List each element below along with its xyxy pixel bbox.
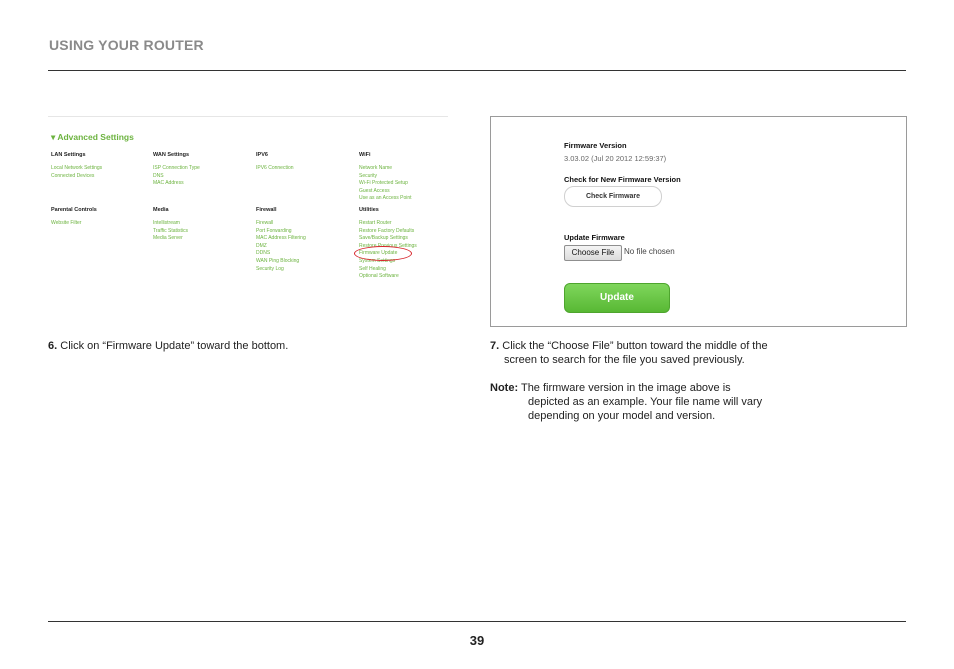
step-7-caption (490, 339, 850, 367)
page-number: 39 (469, 633, 485, 648)
note-label: Note: (490, 382, 519, 394)
column-wan-settings (153, 152, 253, 188)
screenshot-top-border (48, 116, 448, 117)
link-network-name[interactable]: Network Name (359, 165, 393, 171)
link-port-forwarding[interactable]: Port Forwarding (256, 227, 292, 234)
note-block (490, 381, 850, 423)
update-firmware-label: Update Firmware (564, 233, 625, 242)
link-security-log[interactable]: Security Log (256, 265, 284, 272)
step-6-number: 6. (48, 340, 58, 352)
top-divider (48, 70, 906, 71)
column-title: LAN Settings (51, 152, 86, 158)
step-7-line-1: Click the “Choose File” button toward the middle of the (502, 340, 768, 352)
check-firmware-button[interactable]: Check Firmware (564, 186, 662, 207)
column-ipv6 (256, 152, 356, 173)
link-connected-devices[interactable]: Connected Devices (51, 172, 95, 179)
step-7-line-2: screen to search for the file you saved previously. (504, 354, 745, 366)
note-line-3: depending on your model and version. (528, 410, 716, 422)
column-parental-controls (51, 207, 151, 228)
column-title: Utilities (359, 207, 379, 213)
column-media (153, 207, 253, 243)
update-button[interactable]: Update (564, 283, 670, 313)
link-optional-software[interactable]: Optional Software (359, 273, 399, 280)
link-dmz[interactable]: DMZ (256, 242, 267, 249)
link-guest-access[interactable]: Guest Access (359, 187, 390, 194)
bottom-divider (48, 621, 906, 622)
column-title: IPV6 (256, 152, 268, 158)
page-header-title: USING YOUR ROUTER (49, 37, 204, 53)
link-wan-ping-blocking[interactable]: WAN Ping Blocking (256, 257, 300, 264)
step-6-caption (48, 339, 288, 353)
column-firewall (256, 207, 356, 273)
firmware-update-screenshot (490, 116, 907, 327)
column-title: Parental Controls (51, 207, 97, 213)
link-traffic-statistics[interactable]: Traffic Statistics (153, 227, 189, 234)
firmware-version-label: Firmware Version (564, 141, 627, 150)
column-title: WiFi (359, 152, 371, 158)
firmware-update-highlight-circle (354, 246, 412, 261)
link-mac-address[interactable]: MAC Address (153, 180, 184, 187)
link-save-backup-settings[interactable]: Save/Backup Settings (359, 235, 408, 242)
link-mac-address-filtering[interactable]: MAC Address Filtering (256, 235, 306, 242)
link-system-settings[interactable]: System Settings (359, 257, 396, 264)
column-title: Firewall (256, 207, 277, 213)
link-firewall[interactable]: Firewall (256, 220, 274, 226)
link-ipv6-connection[interactable]: IPV6 Connection (256, 165, 294, 171)
link-self-healing[interactable]: Self Healing (359, 265, 386, 272)
column-title: WAN Settings (153, 152, 190, 158)
column-wifi (359, 152, 459, 203)
column-lan-settings (51, 152, 151, 180)
link-wifi-protected-setup[interactable]: Wi-Fi Protected Setup (359, 180, 408, 187)
advanced-settings-heading[interactable]: ▾ Advanced Settings (51, 132, 134, 142)
step-6-text: Click on “Firmware Update” toward the bottom. (60, 340, 289, 352)
link-security[interactable]: Security (359, 172, 378, 179)
link-isp-connection-type[interactable]: ISP Connection Type (153, 165, 200, 171)
step-7-number: 7. (490, 340, 500, 352)
note-line-1: The firmware version in the image above is (520, 382, 731, 394)
link-ddns[interactable]: DDNS (256, 250, 271, 257)
column-title: Media (153, 207, 169, 213)
column-utilities (359, 207, 459, 281)
check-firmware-label: Check for New Firmware Version (564, 175, 681, 184)
link-website-filter[interactable]: Website Filter (51, 220, 82, 226)
link-media-server[interactable]: Media Server (153, 235, 183, 242)
note-line-2: depicted as an example. Your file name will vary (528, 396, 763, 408)
link-restart-router[interactable]: Restart Router (359, 220, 392, 226)
link-intellistream[interactable]: Intellistream (153, 220, 180, 226)
no-file-chosen-text: No file chosen (624, 247, 675, 256)
link-firmware-update[interactable]: Firmware Update (359, 250, 398, 257)
link-local-network-settings[interactable]: Local Network Settings (51, 165, 103, 171)
advanced-settings-screenshot (48, 116, 448, 290)
link-restore-factory-defaults[interactable]: Restore Factory Defaults (359, 227, 415, 234)
choose-file-button[interactable]: Choose File (564, 245, 622, 261)
firmware-version-value: 3.03.02 (Jul 20 2012 12:59:37) (564, 154, 667, 163)
link-use-as-access-point[interactable]: Use as an Access Point (359, 195, 412, 202)
link-restore-previous-settings[interactable]: Restore Previous Settings (359, 242, 417, 249)
link-dns[interactable]: DNS (153, 172, 164, 179)
